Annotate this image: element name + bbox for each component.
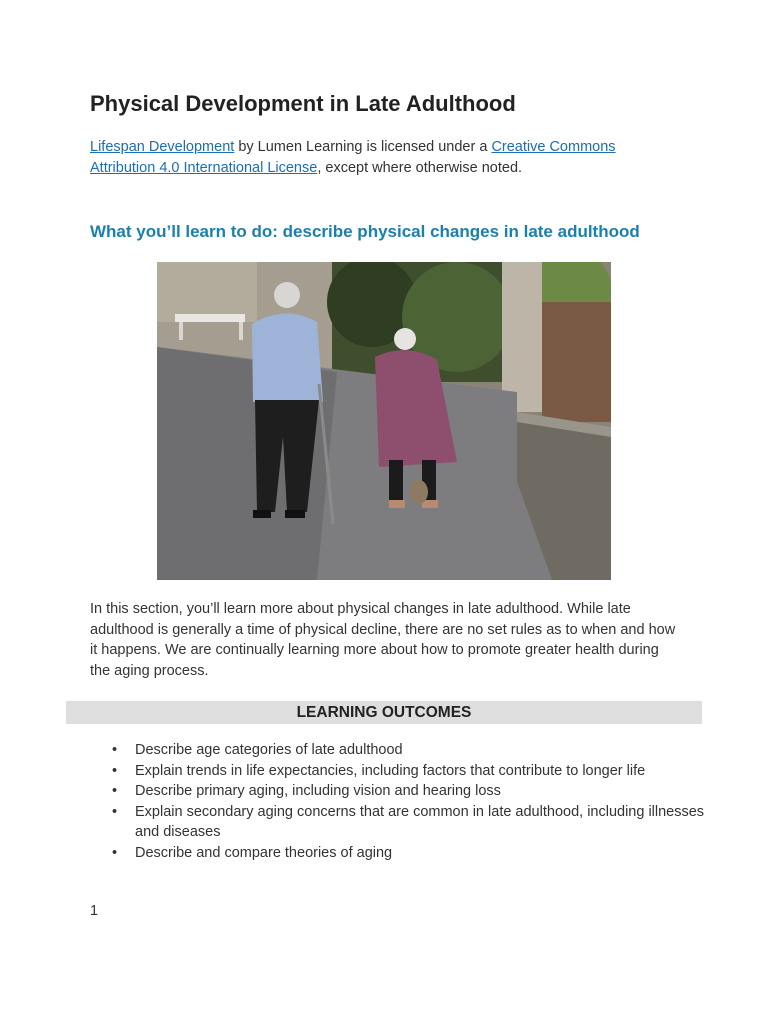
learning-outcomes-heading: LEARNING OUTCOMES — [66, 701, 702, 724]
elderly-couple-walking-photo — [157, 262, 611, 580]
list-item — [112, 802, 725, 843]
attribution-text-1: by Lumen Learning is licensed under a — [234, 139, 492, 155]
outcome-text: Explain secondary aging concerns that are common in late adulthood, including illnesses and diseases — [135, 803, 705, 840]
creative-commons-license-link[interactable]: Creative Commons Attribution 4.0 International License — [90, 139, 616, 176]
outcome-text: Explain trends in life expectancies, including factors that contribute to longer life — [135, 762, 646, 779]
outcome-text: Describe and compare theories of aging — [135, 844, 393, 861]
bullet-icon: • — [112, 783, 118, 799]
learning-outcomes-list — [90, 740, 725, 863]
attribution-line — [90, 137, 670, 179]
bullet-icon: • — [112, 742, 118, 758]
outcome-text: Describe age categories of late adulthood — [135, 742, 403, 758]
bullet-icon: • — [112, 844, 118, 861]
page-number: 1 — [90, 903, 99, 919]
intro-paragraph: In this section, you’ll learn more about physical changes in late adulthood. While late adulthood is generally a time of physical decline, there are no set rules as to when and how it happens. We are continually learning more about how to promote greater health during the aging process. — [90, 601, 676, 679]
list-item — [112, 781, 725, 802]
list-item — [112, 843, 725, 864]
list-item — [112, 761, 725, 782]
lifespan-development-link[interactable]: Lifespan Development — [90, 139, 235, 155]
outcome-text: Describe primary aging, including vision and hearing loss — [135, 783, 501, 799]
bullet-icon: • — [112, 762, 118, 779]
section-heading: What you’ll learn to do: describe physical changes in late adulthood — [90, 222, 640, 241]
bullet-icon: • — [112, 803, 118, 820]
page-title: Physical Development in Late Adulthood — [90, 91, 516, 116]
attribution-text-2: , except where otherwise noted. — [317, 160, 523, 176]
list-item — [112, 740, 725, 761]
